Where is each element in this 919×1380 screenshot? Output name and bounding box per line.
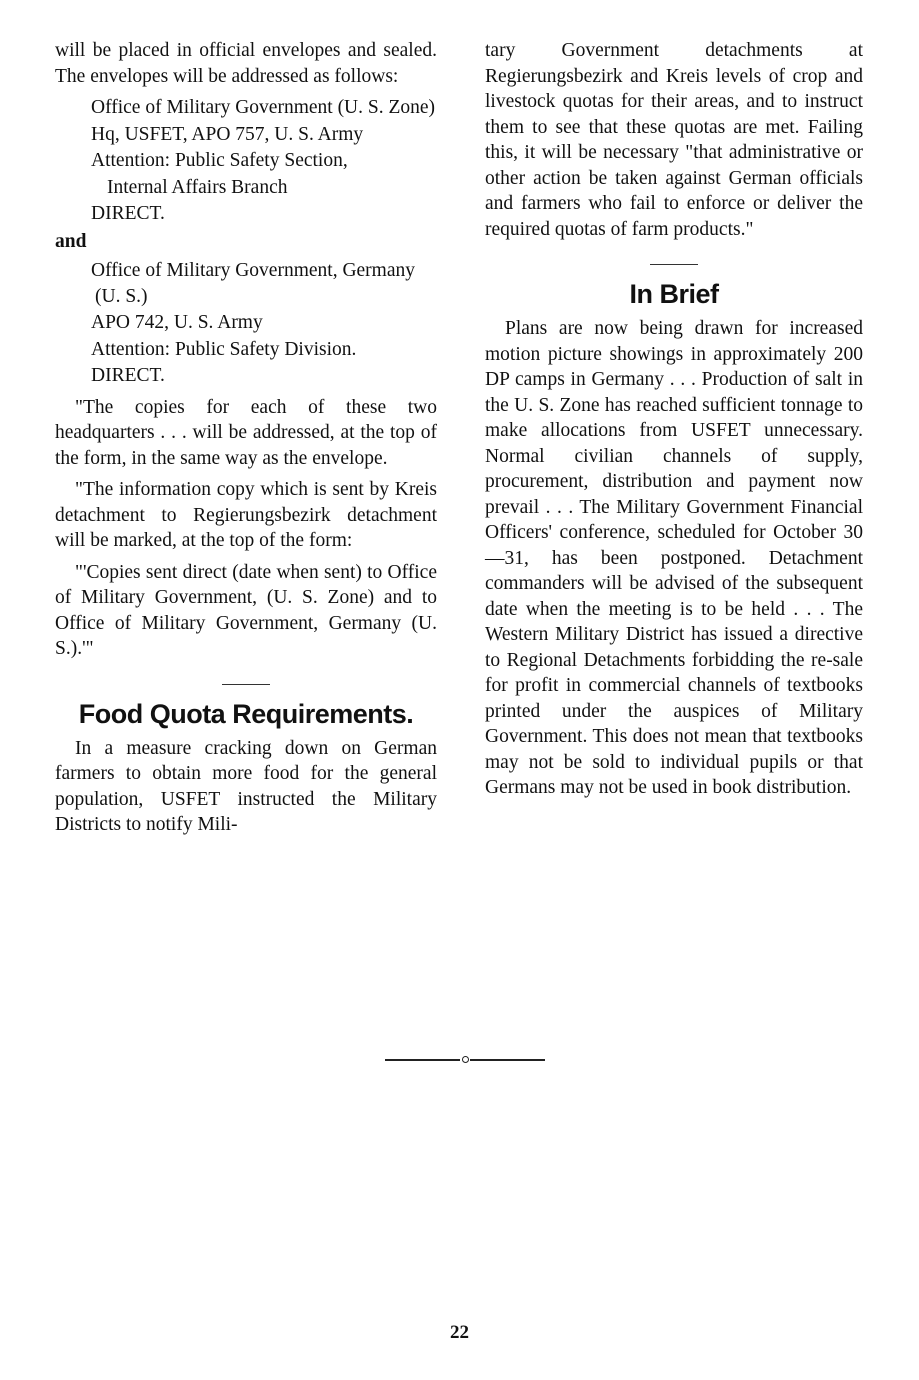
address2-line-4: DIRECT. bbox=[91, 365, 165, 386]
right-paragraph-1: tary Government detachments at Regierungsbezirk and Kreis levels of crop and livestock quotas for their areas, and to instruct them to see that these quotas are met. Failing this, it will be necessary "that administrative or other action be taken against German officials and farmers who fail to enforce or deliver the required quotas of farm products." bbox=[485, 40, 863, 240]
address2-line-3: Attention: Public Safety Division. bbox=[91, 338, 357, 360]
page-number: 22 bbox=[450, 1322, 469, 1343]
section-divider bbox=[650, 264, 698, 265]
address1-line-4: Internal Affairs Branch bbox=[107, 176, 288, 198]
right-column bbox=[485, 38, 863, 807]
left-column bbox=[55, 38, 437, 844]
address2-line-1: Office of Military Government, Germany (U. S.) bbox=[91, 260, 415, 307]
right-paragraph-2: Plans are now being drawn for increased motion picture showings in approximately 200 DP camps in Germany . . . Production of salt in the U. S. Zone has reached sufficient tonnage to make allocations from USFET unnecessary. Normal civilian channels of supply, procurement, distribution and payment now prevail . . . The Military Government Financial Officers' conference, scheduled for October 30—31, has been postponed. Detachment commanders will be advised of the subsequent date when the meeting is to be held . . . The Western Military District has issued a directive to Regional Detachments forbidding the re-sale for profit in commercial channels of textbooks printed under the auspices of Military Government. This does not mean that textbooks may not be sold to individual pupils or that Germans may not be used in book distribution. bbox=[485, 318, 863, 798]
left-paragraph-5: In a measure cracking down on German farmers to obtain more food for the general population, USFET instructed the Military Districts to notify Mili- bbox=[55, 737, 437, 835]
address2-line-2: APO 742, U. S. Army bbox=[91, 312, 263, 333]
heading-food-quota: Food Quota Requirements. bbox=[78, 698, 414, 729]
end-ornament-rule bbox=[385, 1055, 545, 1065]
left-paragraph-4: "'Copies sent direct (date when sent) to Office of Military Government, (U. S. Zone) and to Office of Military Government, Germany (U. S.).'" bbox=[55, 561, 437, 659]
address1-line-5: DIRECT. bbox=[91, 203, 165, 224]
left-paragraph-3: "The information copy which is sent by Kreis detachment to Regierungsbezirk detachment will be marked, at the top of the form: bbox=[55, 479, 437, 551]
left-paragraph-1: will be placed in official envelopes and sealed. The envelopes will be addressed as follows: bbox=[55, 40, 437, 87]
address1-line-3: Attention: Public Safety Section, bbox=[91, 150, 348, 171]
and-label: and bbox=[55, 230, 87, 252]
section-divider bbox=[222, 684, 270, 685]
address1-line-1: Office of Military Government (U. S. Zone) bbox=[91, 97, 436, 118]
left-paragraph-2: "The copies for each of these two headquarters . . . will be addressed, at the top of the form, in the same way as the envelope. bbox=[55, 396, 437, 469]
address1-line-2: Hq, USFET, APO 757, U. S. Army bbox=[91, 123, 364, 145]
heading-in-brief: In Brief bbox=[629, 279, 719, 309]
